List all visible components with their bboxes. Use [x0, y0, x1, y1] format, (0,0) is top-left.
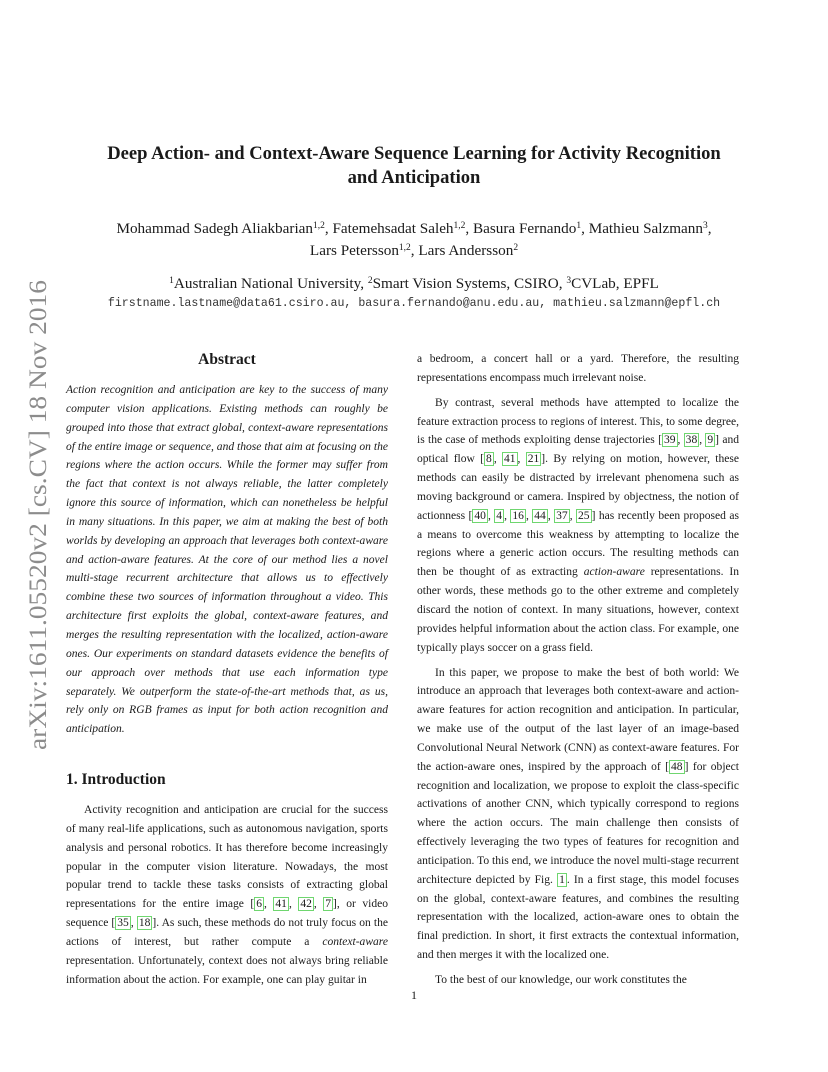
citation-link[interactable]: 4: [496, 509, 503, 522]
text-run: . As such, these methods do not truly focus on the actions of interest, but rather compute a: [66, 917, 388, 948]
text-run: Activity recognition and anticipation are crucial for the success of many real-life applications, such as autonomous navigation, sports analysis and personal robotics. It has therefore become increasingly popular in the computer vision literature. Nowadays, the most popular trend to tackle these tasks consists of extracting global representations for the entire image: [66, 804, 388, 911]
author-affiliation-mark: 1,2: [313, 221, 325, 231]
citation-link[interactable]: 35: [117, 917, 129, 930]
abstract-heading: Abstract: [198, 351, 256, 368]
paper-title: [60, 142, 768, 190]
text-run: By contrast, several methods have attempted to localize the feature extraction process to regions of interest. This, to some degree, is the case of methods exploiting dense trajectories: [417, 396, 739, 447]
body-paragraph: By contrast, several methods have attempted to localize the feature extraction process to regions of interest. This, to some degree, is the case of methods exploiting dense trajectories [ 39 , 38 , 9 ] and optical flow [ 8 , 41 , 21 ]. By relying on motion, however, these methods can easily be distracted by irrelevant phenomena such as moving background or camera. Inspired by objectness, the notion of actionness [ 40 , 4 , 16 , 44 , 37 , 25 ] has recently been proposed as a means to overcome this weakness by attempting to localize the regions where a generic action occurs. The resulting methods can then be thought of as extracting action-aware representations. In other words, these methods go to the other extreme and completely discard the notion of context. In many situations, however, context provides helpful information about the action class. For example, one typically plays soccer on a grass field.: [417, 396, 739, 654]
body-paragraph: In this paper, we propose to make the best of both world: We introduce an approach that leverages both context-aware and action-aware features for action recognition and anticipation. In particular, we make use of the output of the last layer of an image-based Convolutional Neural Network (CNN) as context-aware features. For the action-aware ones, inspired by the approach of [ 48 ] for object recognition and localization, we propose to exploit the class-specific activations of another CNN, which typically correspond to regions where the action occurs. The main challenge then consists of effectively leveraging the two types of features for recognition and anticipation. To this end, we introduce the novel multi-stage recurrent architecture depicted by Fig. 1 . In a first stage, this model focuses on the global, context-aware features, and combines the resulting representation with the localized, action-aware ones to obtain the final prediction. In short, it first extracts the contextual information, and then merges it with the localized one.: [417, 666, 739, 962]
text-run: In this paper, we propose to make the best of both world: We introduce an approach that leverages both context-aware and action-aware features for action recognition and anticipation. In particular, we make use of the output of the last layer of an image-based Convolutional Neural Network (CNN) as context-aware features. For the action-aware ones, inspired by the approach of: [417, 666, 739, 773]
affiliation-mark: 1: [169, 276, 174, 286]
citation-link[interactable]: 39: [663, 434, 676, 447]
author-affiliation-mark: 3: [703, 221, 708, 231]
citation-link[interactable]: 7: [325, 898, 332, 911]
author-name: Fatemehsadat Saleh: [332, 220, 454, 237]
citation-link[interactable]: 8: [486, 453, 492, 466]
affiliation-name: Smart Vision Systems, CSIRO: [372, 275, 559, 292]
introduction-heading: 1. Introduction: [66, 771, 166, 789]
citation-link[interactable]: 40: [474, 509, 486, 522]
emphasis-text: action-aware: [583, 566, 645, 579]
arxiv-stamp-graphic: [14, 280, 58, 750]
arxiv-id: arXiv:1611.05520v2 [cs.CV] 18 Nov 2016: [25, 321, 52, 750]
affiliation-mark: 2: [367, 276, 373, 286]
title-line-2: and Anticipation: [347, 167, 481, 188]
affiliation-name: Australian National University: [173, 275, 361, 292]
text-run: . By relying on motion, however, these methods can easily be distracted by irrelevant phenomena such as moving background or camera. Inspired by objectness, the notion of actionness: [417, 453, 739, 522]
citation-link[interactable]: 37: [556, 509, 568, 522]
citation-link[interactable]: 38: [685, 434, 698, 447]
abstract-text: Action recognition and anticipation are key to the success of many computer vision applications. Existing methods can roughly be grouped into those that extract global, context-aware representations of the entire image or sequence, and those that aim at focusing on the regions where the action occurs. While the former may suffer from the fact that context is not always reliable, the latter completely ignore this source of information, which can nonetheless be helpful in many situations. In this paper, we aim at making the best of both worlds by developing an approach that leverages both context-aware and action-aware features. At the core of our method lies a novel multi-stage recurrent architecture that allows us to effectively combine these two sources of information throughout a video. This architecture first exploits the global, context-aware features, and merges the resulting representation with the localized, action-aware ones. Our experiments on standard datasets evidence the benefits of our approach over methods that use each information type separately. We outperform the state-of-the-art methods that, as us, rely only on RGB frames as input for both action recognition and anticipation.: [66, 384, 388, 736]
citation-link[interactable]: 6: [256, 898, 263, 911]
text-run: representations. In other words, these methods go to the other extreme and completely discard the notion of context. In many situations, however, context provides helpful information about the action class. For example, one typically plays soccer on a grass field.: [417, 566, 739, 654]
citation-link[interactable]: 16: [512, 509, 524, 522]
body-paragraph-continued: a bedroom, a concert hall or a yard. Therefore, the resulting representations encompass much irrelevant noise.: [417, 353, 739, 384]
figure-link[interactable]: 1: [559, 873, 565, 886]
text-run: . In a first stage, this model focuses on the global, context-aware features, and combines the resulting representation with the localized, action-aware ones to obtain the final prediction. In short, it first extracts the contextual information, and then merges it with the localized one.: [417, 873, 739, 962]
arxiv-sidebar-stamp: [14, 280, 58, 750]
text-run: has recently been proposed as a means to overcome this weakness by attempting to localize the regions where a generic action occurs. The resulting methods can then be thought of as extracting: [417, 509, 739, 579]
author-name: Basura Fernando: [473, 220, 577, 237]
text-run: and optical flow: [417, 434, 739, 466]
author-name: Lars Petersson: [309, 242, 399, 259]
citation-link[interactable]: 41: [275, 898, 287, 911]
text-run: representation. Unfortunately, context does not always bring reliable information about the action. For example, one can play guitar in: [66, 954, 388, 986]
emphasis-text: context-aware: [322, 935, 388, 948]
affiliation-list: $^1$Australian National University, $^2$Smart Vision Systems, CSIRO, $^3$CVLab, EPFL: [169, 275, 659, 292]
citation-link[interactable]: 18: [138, 917, 151, 930]
intro-paragraph: Activity recognition and anticipation are crucial for the success of many real-life applications, such as autonomous navigation, sports analysis and personal robotics. It has therefore become increasingly popular in the computer vision literature. Nowadays, the most popular trend to tackle these tasks consists of extracting global representations for the entire image [ 6 , 41 , 42 , 7 ], or video sequence [ 35 , 18 ]. As such, these methods do not truly focus on the actions of interest, but rather compute a context-aware representation. Unfortunately, context does not always bring reliable information about the action. For example, one can play guitar in: [66, 804, 388, 986]
author-affiliation-mark: 1,2: [453, 221, 466, 231]
author-affiliation-mark: 1: [576, 221, 582, 231]
citation-link[interactable]: 41: [504, 453, 516, 466]
affiliation-mark: 3: [566, 276, 572, 286]
author-name: Mohammad Sadegh Aliakbarian: [116, 220, 314, 237]
author-emails: firstname.lastname@data61.csiro.au, basura.fernando@anu.edu.au, mathieu.salzmann@epfl.ch: [107, 297, 721, 310]
citation-link[interactable]: 21: [527, 453, 540, 466]
citation-link[interactable]: 44: [534, 509, 546, 522]
citation-link[interactable]: 48: [671, 760, 683, 773]
text-run: , or video sequence: [66, 898, 388, 930]
citation-link[interactable]: 9: [707, 434, 714, 447]
author-affiliation-mark: 1,2: [398, 243, 411, 253]
left-column: [66, 350, 388, 989]
body-paragraph: To the best of our knowledge, our work constitutes the: [435, 974, 687, 986]
right-column: [417, 350, 739, 990]
text-run: for object recognition and localization, we propose to exploit the class-specific activations of another CNN, which typically correspond to regions where the action occurs. The main challenge then consists of effectively leveraging the two types of features for recognition and anticipation. To this end, we introduce the novel multi-stage recurrent architecture depicted by Fig.: [417, 760, 739, 886]
author-name: Lars Andersson: [418, 242, 514, 259]
author-name: Mathieu Salzmann: [588, 220, 703, 237]
author-affiliation-mark: 2: [513, 243, 519, 253]
citation-link[interactable]: 25: [578, 509, 590, 522]
page-number: 1: [411, 988, 417, 1002]
citation-link[interactable]: 42: [300, 898, 312, 911]
title-line-1: Deep Action- and Context-Aware Sequence Learning for Activity Recognition: [107, 143, 721, 164]
author-list: Mohammad Sadegh Aliakbarian$^{1,2}$, Fatemehsadat Saleh$^{1,2}$, Basura Fernando$^1$, Mathieu Salzmann$^3$, Lars Petersson$^{1,2}$, Lars Andersson$^2$: [116, 220, 712, 259]
affiliation-name: CVLab, EPFL: [571, 275, 659, 292]
